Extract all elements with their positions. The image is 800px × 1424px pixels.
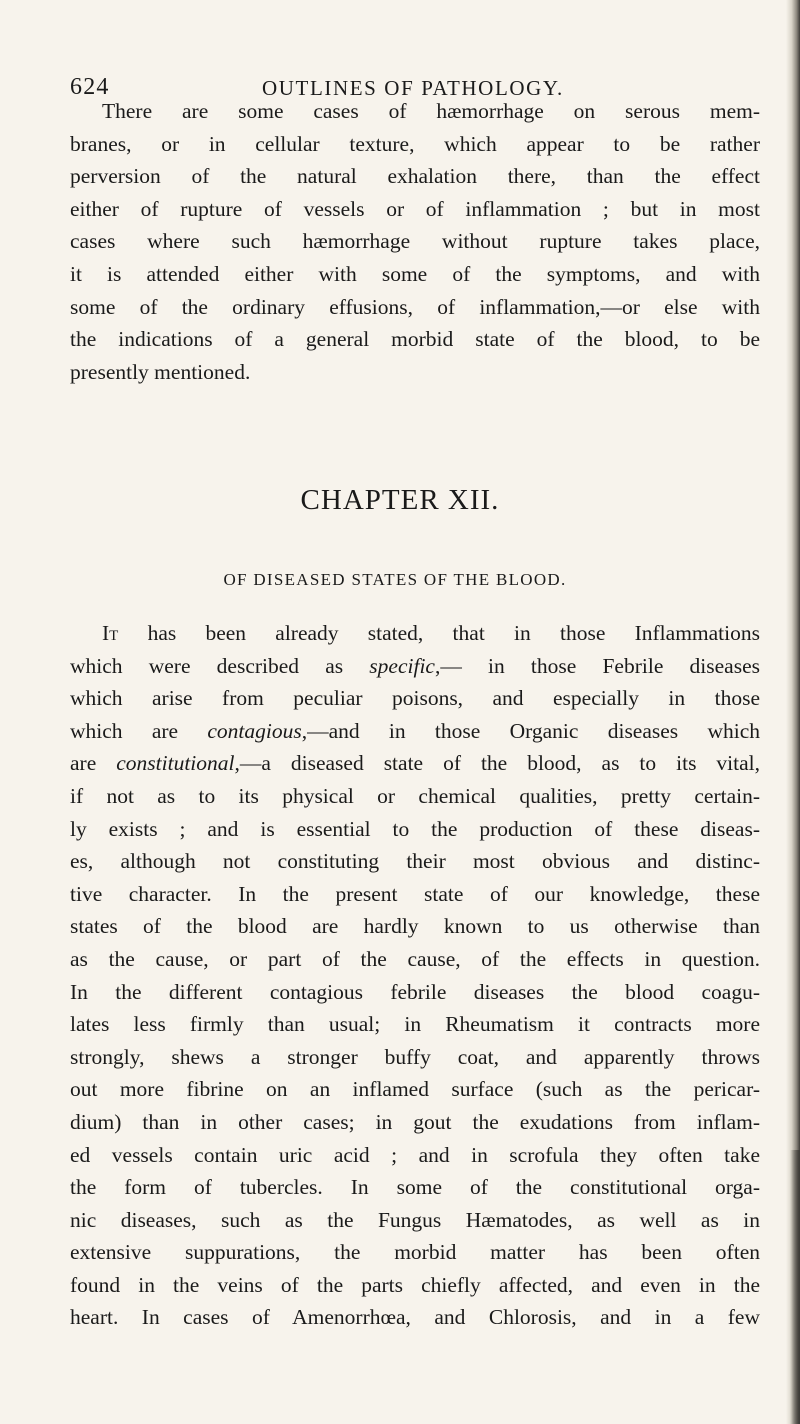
text-segment: ,—and in those Organic diseases which xyxy=(301,718,760,743)
text-line: if not as to its physical or chemical qualities, pretty certain- xyxy=(70,783,760,808)
text-segment: are xyxy=(70,751,117,776)
page-number: 624 xyxy=(70,74,110,100)
text-segment: which are xyxy=(70,718,208,743)
paragraph-haemorrhage xyxy=(70,95,760,388)
text-line: tive character. In the present state of our knowledge, these xyxy=(70,881,760,906)
text-line: states of the blood are hardly known to us otherwise than xyxy=(70,914,760,939)
text-line: found in the veins of the parts chiefly affected, and even in the xyxy=(70,1272,760,1297)
paragraph-diseased-blood xyxy=(70,617,760,1334)
text-line: out more fibrine on an inflamed surface (such as the pericar- xyxy=(70,1077,760,1102)
text-segment: ,— in those Febrile diseases xyxy=(434,653,760,678)
text-line: lates less firmly than usual; in Rheumatism it contracts more xyxy=(70,1012,760,1037)
text-line: as the cause, or part of the cause, of the effects in question. xyxy=(70,946,760,971)
text-line: branes, or in cellular texture, which appear to be rather xyxy=(70,131,760,156)
drop-word: It xyxy=(102,621,119,645)
text-line: There are some cases of hæmorrhage on serous mem- xyxy=(102,99,760,123)
text-line: ly exists ; and is essential to the production of these diseas- xyxy=(70,816,760,841)
text-line xyxy=(70,715,760,748)
text-line: perversion of the natural exhalation there, than the effect xyxy=(70,164,760,189)
chapter-subtitle: OF DISEASED STATES OF THE BLOOD. xyxy=(223,570,567,589)
text-line: cases where such hæmorrhage without rupture takes place, xyxy=(70,229,760,254)
text-line: ed vessels contain uric acid ; and in scrofula they often take xyxy=(70,1142,760,1167)
running-title: OUTLINES OF PATHOLOGY. xyxy=(262,76,564,100)
text-line: the indications of a general morbid state of the blood, to be xyxy=(70,327,760,352)
text-line xyxy=(70,650,760,683)
text-segment: has been already stated, that in those Inflammations xyxy=(118,621,760,645)
text-line: the form of tubercles. In some of the constitutional orga- xyxy=(70,1175,760,1200)
text-line xyxy=(70,747,760,780)
text-line: some of the ordinary effusions, of inflammation,—or else with xyxy=(70,294,760,319)
text-line xyxy=(70,617,760,650)
italic-term: constitutional xyxy=(116,751,235,776)
text-line: strongly, shews a stronger buffy coat, and apparently throws xyxy=(70,1044,760,1069)
text-line: heart. In cases of Amenorrhœa, and Chlorosis, and in a few xyxy=(70,1305,760,1330)
text-line: nic diseases, such as the Fungus Hæmatodes, as well as in xyxy=(70,1207,760,1232)
text-segment: which were described as xyxy=(70,653,370,678)
text-line: In the different contagious febrile diseases the blood coagu- xyxy=(70,979,760,1004)
italic-term: contagious xyxy=(207,718,302,743)
text-line: either of rupture of vessels or of inflammation ; but in most xyxy=(70,196,760,221)
text-line: es, although not constituting their most obvious and distinc- xyxy=(70,849,760,874)
italic-term: specific xyxy=(369,653,435,678)
text-line: dium) than in other cases; in gout the exudations from inflam- xyxy=(70,1109,760,1134)
text-line: it is attended either with some of the symptoms, and with xyxy=(70,261,760,286)
text-segment: ,—a diseased state of the blood, as to its vital, xyxy=(234,751,760,776)
text-line: presently mentioned. xyxy=(70,359,251,384)
page-edge-binding xyxy=(790,1150,800,1424)
chapter-heading: CHAPTER XII. xyxy=(300,484,500,516)
text-line: extensive suppurations, the morbid matter has been often xyxy=(70,1240,760,1265)
text-line: which arise from peculiar poisons, and especially in those xyxy=(70,686,760,711)
